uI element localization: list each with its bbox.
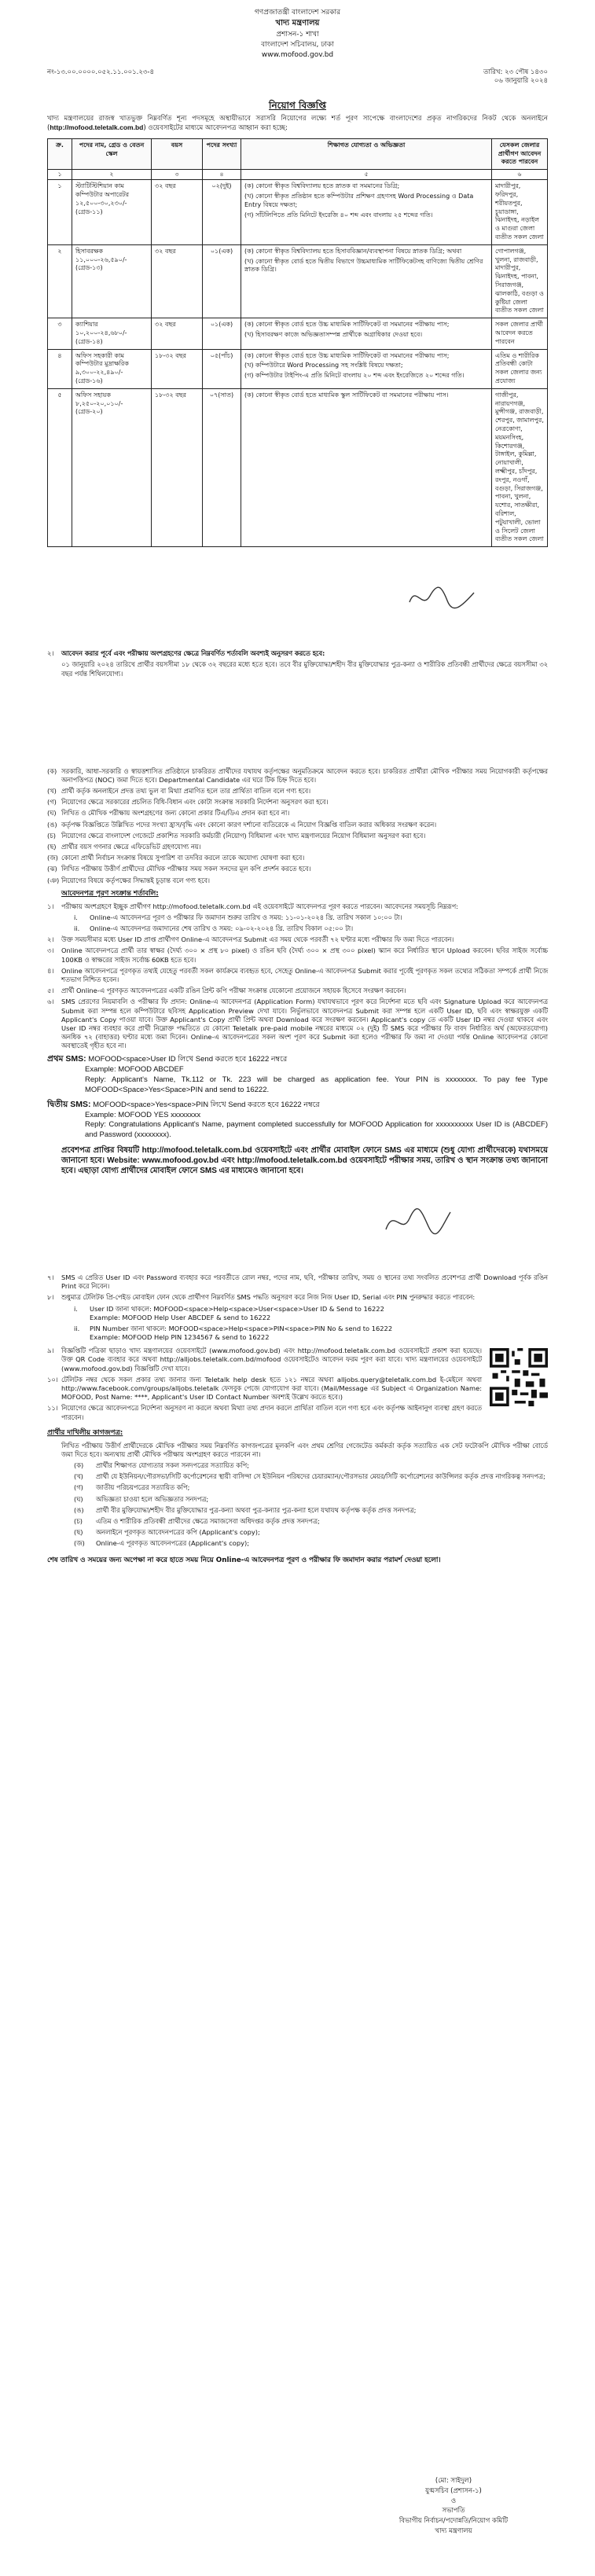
qualification-line: (ক) কোনো স্বীকৃত বোর্ড হতে মাধ্যমিক স্কুল সার্টিফিকেট বা সমমানের পরীক্ষায় পাস।: [244, 391, 449, 399]
list-item: [47, 946, 548, 964]
general-rules-list: [47, 767, 548, 885]
list-item-text: [61, 809, 548, 818]
list-item-number: ৬।: [47, 998, 54, 1006]
list-item-example: Example: MOFOOD Help User ABCDEF & send to 16222: [90, 1313, 271, 1321]
col-header-qualification: শিক্ষাগত যোগ্যতা ও অভিজ্ঞতা: [241, 138, 492, 169]
secretariat-name: বাংলাদেশ সচিবালয়, ঢাকা: [261, 40, 334, 49]
list-item-number: (ঞ): [47, 876, 60, 884]
list-item-body: লিখিত পরীক্ষায় উত্তীর্ণ প্রার্থীদের মৌখিক পরীক্ষার সময় সকল সনদের মূল কপি প্রদর্শন করতে হবে।: [61, 865, 311, 873]
posts-table-header: [48, 138, 548, 169]
list-item: [74, 1517, 548, 1526]
apply-rules-list: [47, 902, 548, 911]
qualification-line: (ক) কোনো স্বীকৃত বোর্ড হতে উচ্চ মাধ্যমিক সার্টিফিকেট বা সমমানের পরীক্ষায় পাস;: [244, 351, 450, 359]
col-number: ৬: [492, 170, 548, 180]
apply-heading: আবেদনপত্র পূরণ সংক্রান্ত শর্তাবলি:: [61, 889, 159, 898]
list-item: [74, 1472, 548, 1481]
first-sms-example: Example: MOFOOD ABCDEF: [85, 1065, 184, 1075]
age-note: [47, 660, 548, 678]
list-item-body: কর্তৃপক্ষ বিজ্ঞপ্তিতে উল্লিখিত পদের সংখ্যা হ্রাস/বৃদ্ধি এবং কোনো কারণ দর্শানো ব্যতিরেকে এ নিয়োগ বিজ্ঞপ্তি বাতিল করার অধিকার সংরক্ষণ করেন।: [61, 820, 437, 829]
list-item-number: ৫।: [47, 987, 54, 995]
list-item-number: (ঙ): [47, 820, 57, 829]
second-sms-example: Example: MOFOOD YES xxxxxxxx: [85, 1110, 201, 1119]
list-item: [47, 1404, 482, 1421]
list-item-number: ৭।: [47, 1273, 54, 1281]
col-number: ২: [72, 170, 152, 180]
signature-scribble-icon: [383, 1203, 454, 1238]
list-item-body: প্রার্থী যে ইউনিয়ন/পৌরসভা/সিটি কর্পোরেশনের স্থায়ী বাসিন্দা সে ইউনিয়ন পরিষদের চেয়ারম্যান/পৌরসভার মেয়র/সিটি কর্পোরেশনের কাউন্সিলর কর্তৃক প্রদত্ত নাগরিকত্ব সনদপত্র;: [96, 1472, 545, 1481]
qualification-line: (খ) কোনো স্বীকৃত বোর্ড হতে দ্বিতীয় বিভাগে উচ্চমাধ্যমিক সার্টিফিকেটসহ বাণিজ্যে দ্বিতীয় শ্রেণির স্নাতক ডিগ্রি।: [244, 257, 483, 274]
row-districts: মাদারীপুর, ফরিদপুর, শরীয়তপুর, চুয়াডাঙ্গা, ঝিনাইদহ, নড়াইল ও মাগুরা জেলা ব্যতীত সকল জেলা: [492, 180, 548, 245]
documents-heading: প্রার্থীর দাখিলীয় কাগজপত্র:: [47, 1428, 123, 1437]
list-item-number: ১।: [47, 902, 54, 910]
list-item-text: [61, 1293, 548, 1302]
row-post-count: ০১(এক): [203, 318, 241, 349]
list-item: [47, 1347, 482, 1373]
list-item-number: ১১।: [47, 1404, 58, 1413]
list-item-body: লিখিত ও মৌখিক পরীক্ষায় অংশগ্রহণের জন্য কোনো প্রকার টিএ/ডিএ প্রদান করা হবে না।: [61, 809, 290, 818]
apply-schedule-list: [74, 913, 548, 933]
qualification-line: (খ) কম্পিউটারে Word Processing সহ সংশ্লিষ্ট বিষয়ে দক্ষতা;: [244, 362, 403, 369]
row-post-name: অফিস সহকারী কাম কম্পিউটার মুদ্রাক্ষরিক: [75, 351, 129, 368]
list-item-number: (ঘ): [74, 1494, 83, 1503]
col-header-districts: যেসকল জেলার প্রার্থীগণ আবেদন করতে পারবেন: [492, 138, 548, 169]
apply-rules-list-2: [47, 935, 548, 1050]
table-row: [48, 244, 548, 318]
list-item-body: Online-এ আবেদনপত্র জমাদানের শেষ তারিখ ও সময়: ০৯-০২-২০২৪ খ্রি. তারিখ বিকাল ০৫:০০ টা।: [90, 924, 354, 933]
list-item-text: [61, 946, 548, 964]
list-item-text: [96, 1472, 548, 1481]
final-note: শেষ তারিখ ও সময়ের জন্য অপেক্ষা না করে হাতে সময় নিয়ে Online-এ আবেদনপত্র পূরণ ও পরীক্ষার ফি জমাদান করার পরামর্শ দেওয়া হলো।: [47, 1556, 441, 1564]
documents-intro: [47, 1442, 548, 1459]
list-item-text: [61, 935, 548, 944]
list-item: [74, 1506, 548, 1515]
table-row: [48, 388, 548, 546]
qualification-line: (খ) কোনো স্বীকৃত প্রতিষ্ঠান হতে কম্পিউটার প্রশিক্ষণ গ্রহণসহ Word Processing ও Data Entry বিষয়ে দক্ষতা;: [244, 193, 474, 208]
posts-table: [47, 138, 548, 547]
qualification-line: (গ) সাঁটলিপিতে প্রতি মিনিটে ইংরেজি ৪০ শব্দ এবং বাংলায় ২৫ শব্দের গতি।: [244, 211, 433, 219]
row-post-count: ০৫(পাঁচ): [203, 349, 241, 388]
list-item: [47, 798, 548, 807]
signatory-ministry: খাদ্য মন্ত্রণালয়: [435, 2526, 472, 2535]
list-item-number: i.: [74, 913, 78, 921]
documents-intro-text: লিখিত পরীক্ষায় উত্তীর্ণ প্রার্থীদেরকে মৌখিক পরীক্ষার সময় নিম্নবর্ণিত কাগজপত্রের মূলকপি এবং প্রথম শ্রেণির গেজেটেড কর্মকর্তা কর্তৃক সত্যায়িত এক সেট ফটোকপি মৌখিক পরীক্ষা বোর্ডে জমা দিতে হবে। অন্যথায় প্রার্থী মৌখিক পরীক্ষায় অংশগ্রহণ করতে পারবেন না।: [61, 1441, 548, 1458]
row-pay-scale: ৮,২৫০-২০,০১০/- (গ্রেড-২০): [75, 399, 123, 416]
intro-url[interactable]: http://mofood.teletalk.com.bd: [50, 123, 144, 132]
row-post-count: ০২(দুই): [203, 180, 241, 245]
intro-text-after: ) ওয়েবসাইটের মাধ্যমে আবেদনপত্র আহ্বান করা হচ্ছে:: [143, 124, 288, 133]
row-districts: সকল জেলার প্রার্থী আবেদন করতে পারবেন: [492, 318, 548, 349]
list-item-text: [61, 876, 548, 885]
list-item-text: [61, 902, 548, 911]
column-number-row: [48, 170, 548, 180]
list-item-body: জাতীয় পরিচয়পত্রের সত্যায়িত কপি;: [96, 1483, 190, 1492]
list-item: [47, 767, 548, 785]
intro-text-before: খাদ্য মন্ত্রণালয়ের রাজস্ব খাতভুক্ত নিম্নবর্ণিত শূন্য পদসমূহে অস্থায়ীভাবে সরাসরি নিয়োগের লক্ষ্যে শর্ত পূরণ সাপেক্ষে বাংলাদেশের প্রকৃত নাগরিকদের নিকট থেকে অনলাইনে (: [47, 114, 548, 133]
first-sms-command: MOFOOD<space>User ID লিখে Send করতে হবে 16222 নম্বরে: [88, 1055, 288, 1064]
row-qualification-cell: [241, 180, 492, 245]
list-item-text: [96, 1539, 548, 1548]
table-row: [48, 349, 548, 388]
list-item-text: [61, 1273, 548, 1291]
list-item: [47, 1376, 482, 1402]
list-item: [47, 1273, 548, 1291]
second-sms: [47, 1099, 548, 1111]
col-number: ৫: [241, 170, 492, 180]
list-item-body: প্রার্থী Online-এ পূরণকৃত আবেদনপত্রের একটি রঙিন প্রিন্ট কপি পরীক্ষা সংক্রান্ত যেকোনো প্রয়োজনে সহায়ক হিসেবে সংরক্ষণ করবেন।: [61, 987, 406, 995]
list-item: [47, 787, 548, 796]
list-item-text: [90, 924, 548, 933]
list-item-text: [61, 854, 548, 862]
date-label: তারিখ:: [483, 68, 503, 76]
list-item-body: Online আবেদনপত্রে পূরণকৃত তথ্যই যেহেতু পরবর্তী সকল কার্যক্রমে ব্যবহৃত হবে, সেহেতু Online-এ আবেদনপত্র Submit করার পূর্বেই পূরণকৃত সকল তথ্যের সঠিকতা সম্পর্কে প্রার্থী নিজে শতভাগ নিশ্চিত হবেন।: [61, 966, 548, 983]
col-number: ৩: [152, 170, 203, 180]
list-item: [47, 987, 548, 995]
list-item-text: [61, 798, 548, 807]
qualification-line: (খ) হিসাবরক্ষণ কাজে অভিজ্ঞতাসম্পন্ন প্রার্থীকে অগ্রাধিকার দেওয়া হবে।: [244, 331, 423, 339]
row-qualification-cell: [241, 388, 492, 546]
row-post-cell: [72, 349, 152, 388]
list-item: [47, 1293, 548, 1302]
col-header-count: পদের সংখ্যা: [203, 138, 241, 169]
list-item-text: [61, 987, 548, 995]
row-post-name: ক্যাশিয়ার: [75, 321, 98, 329]
section2-heading: [47, 649, 548, 658]
list-item-body: অনলাইনে পূরণকৃত আবেদনপত্রের কপি (Applicant's copy);: [96, 1528, 260, 1537]
list-item-number: (খ): [47, 787, 57, 796]
list-item-body: PIN Number জানা থাকলে: MOFOOD<space>Help<space>PIN<space>PIN No & send to 16222: [90, 1324, 393, 1332]
list-item: [74, 1305, 548, 1322]
list-item: [47, 876, 548, 885]
row-post-count: ০১(এক): [203, 244, 241, 318]
row-qualification-cell: [241, 318, 492, 349]
col-header-post: পদের নাম, গ্রেড ও বেতন স্কেল: [72, 138, 152, 169]
list-item-number: (গ): [47, 798, 57, 807]
list-item-text: [61, 832, 548, 840]
date-bn: ২৩ পৌষ ১৪৩০: [505, 68, 548, 76]
reference-row: [47, 68, 548, 86]
row-post-cell: [72, 180, 152, 245]
row-qualification-cell: [241, 349, 492, 388]
list-item-text: [61, 865, 548, 873]
list-item: [74, 1325, 548, 1342]
col-header-age: বয়স: [152, 138, 203, 169]
row-post-count: ০৭(সাত): [203, 388, 241, 546]
list-item-body: Online-এ আবেদনপত্র পূরণ ও পরীক্ষার ফি জমাদান শুরুর তারিখ ও সময়: ১১-০১-২০২৪ খ্রি. তারিখ সকাল ১০:০০ টা।: [90, 913, 402, 921]
list-item: [74, 1495, 548, 1504]
row-age: ৩২ বছর: [152, 318, 203, 349]
ministry-name: খাদ্য মন্ত্রণালয়: [275, 19, 320, 28]
closing-rules-list: [47, 1347, 548, 1422]
list-item-body: User ID জানা থাকলে: MOFOOD<space>Help<space>User<space>User ID & Send to 16222: [90, 1304, 384, 1313]
list-item-body: প্রার্থীর বয়স গণনার ক্ষেত্রে এফিডেভিট গ্রহণযোগ্য নয়।: [61, 843, 201, 851]
row-post-name: অফিস সহায়ক: [75, 391, 112, 399]
list-item-number: (ঘ): [47, 809, 57, 818]
list-item-body: SMS প্রেরণের নিয়মাবলি ও পরীক্ষার ফি প্রদান: Online-এ আবেদনপত্র (Application Form) যথাযথভাবে পূরণ করে নির্দেশনা মতে ছবি এবং Signature Upload করে আবেদনপত্র Submit করা সম্পন্ন হলে কম্পিউটারে ছবিসহ Application Preview দেখা যাবে। নির্ভুলভাবে আবেদনপত্র Submit করা সম্পন্ন হলে একটি User ID, ছবি এবং স্বাক্ষরযুক্ত একটি Applicant's Copy পাওয়া যাবে। উক্ত Applicant's Copy প্রার্থী প্রিন্ট অথবা Download করে সংরক্ষণ করবেন। Applicant's copy তে একটি User ID নম্বর দেওয়া থাকবে এবং User ID নম্বর ব্যবহার করে প্রার্থী নিম্নোক্ত পদ্ধতিতে যে কোনো Teletalk pre-paid mobile নম্বরের মাধ্যমে ০২ (দুই) টি SMS করে পরীক্ষার ফি বাবদ নির্ধারিত অর্থ (অফেরতযোগ্য) অনধিক ৭২ (বাহাত্তর) ঘণ্টার মধ্যে জমা দিবেন। Online-এ আবেদনপত্রের সকল অংশ পূরণ করে Submit করা হলেও পরীক্ষার ফি জমা না দেওয়া পর্যন্ত Online আবেদনপত্র কোনো অবস্থাতেই গৃহীত হবে না।: [61, 998, 548, 1050]
list-item-text: [96, 1517, 548, 1526]
qualification-line: (গ) কম্পিউটার টাইপিং-এ প্রতি মিনিটে বাংলায় ২০ শব্দ এবং ইংরেজিতে ২০ শব্দের গতি।: [244, 372, 465, 380]
list-item: [47, 935, 548, 944]
list-item: [74, 924, 548, 933]
list-item-number: ২।: [47, 935, 54, 944]
notice-title: নিয়োগ বিজ্ঞপ্তি: [269, 99, 326, 111]
list-item-body: বিজ্ঞপ্তিটি পত্রিকা ছাড়াও খাদ্য মন্ত্রণালয়ের ওয়েবসাইটে (www.mofood.gov.bd) এবং http://mofood.teletalk.com.bd ওয়েবসাইটে প্রকাশ করা হয়েছে। উক্ত QR Code ব্যবহার করে অথবা http://alljobs.teletalk.com.bd/mofood ওয়েবসাইটেও আবেদন ফরম পূরণ করা যাবে। খাদ্য মন্ত্রণালয়ের ওয়েবসাইটে (www.mofood.gov.bd) বিজ্ঞপ্তিটি দেখা যাবে।: [61, 1347, 482, 1373]
list-item-body: নিয়োগের ক্ষেত্রে সরকারের প্রচলিত বিধি-বিধান এবং কোটা সংক্রান্ত সরকারি নির্দেশনা অনুসরণ করা হবে।: [61, 798, 329, 807]
list-item-number: ii.: [74, 924, 80, 933]
row-qualification-cell: [241, 244, 492, 318]
list-item: [47, 832, 548, 840]
col-number: ১: [48, 170, 72, 180]
list-item-number: (ক): [74, 1461, 84, 1470]
table-row: [48, 180, 548, 245]
list-item-number: (জ): [74, 1539, 85, 1548]
list-item-text: [61, 821, 548, 829]
row-pay-scale: ১২,৫০০-৩০,২৩০/- (গ্রেড-১১): [75, 199, 127, 215]
spacer: [47, 681, 548, 767]
list-item-body: শুধুমাত্র টেলিটক প্রি-পেইড মোবাইল ফোন থেকে প্রার্থীগণ নিম্নবর্ণিত SMS পদ্ধতি অনুসরণ করে নিজ নিজ User ID, Serial এবং PIN পুনরুদ্ধার করতে পারবেন:: [61, 1293, 476, 1302]
list-item-number: (গ): [74, 1483, 83, 1492]
row-age: ৩২ বছর: [152, 244, 203, 318]
col-header-sl: ক্র.: [48, 138, 72, 169]
row-serial: ২: [48, 244, 72, 318]
list-item: [74, 1539, 548, 1548]
list-item-example: Example: MOFOOD Help PIN 1234567 & send to 16222: [90, 1333, 270, 1342]
list-item-number: (ক): [47, 766, 57, 775]
signatory-designation: যুগ্মসচিব (প্রশাসন-১): [425, 2486, 482, 2495]
list-item-number: ৯।: [47, 1347, 54, 1355]
list-item: [74, 1528, 548, 1537]
date-en: ০৬ জানুয়ারি ২০২৪: [494, 77, 548, 86]
list-item-text: [61, 998, 548, 1050]
posts-table-body: [48, 180, 548, 547]
list-item-body: কোনো প্রার্থী নির্বাচন সংক্রান্ত বিষয়ে সুপারিশ বা তদবির করলে তাকে অযোগ্য ঘোষণা করা হবে।: [61, 854, 305, 862]
admit-card-note: প্রবেশপত্র প্রাপ্তির বিষয়টি http://mofood.teletalk.com.bd ওয়েবসাইটে এবং প্রার্থীর মোবাইল ফোনে SMS এর মাধ্যমে (শুধু যোগ্য প্রার্থীদেরকে) যথাসময়ে জানানো হবে। Website: www.mofood.gov.bd এবং http://mofood.teletalk.com.bd ওয়েবসাইটে পরীক্ষার সময়, তারিখ ও স্থান সংক্রান্ত তথ্য জানানো হবে। এছাড়া যোগ্য প্রার্থীদের মোবাইল ফোনে SMS এর মাধ্যমেও জানানো হবে।: [61, 1145, 548, 1175]
row-age: ১৮-৩২ বছর: [152, 349, 203, 388]
list-item-text: [61, 967, 548, 984]
qualification-line: (ক) কোনো স্বীকৃত বিশ্ববিদ্যালয় হতে হিসাববিজ্ঞান/ব্যবস্থাপনা বিষয়ে স্নাতক ডিগ্রি; অথবা: [244, 247, 462, 255]
list-item-text: [96, 1461, 548, 1470]
list-item-text: [61, 787, 548, 796]
list-item-body: নিয়োগের ক্ষেত্রে বাংলাদেশ গেজেটে প্রকাশিত সরকারি কর্মচারী (নিয়োগ) বিধিমালা এবং খাদ্য মন্ত্রণালয়ের নিয়োগ বিধিমালা অনুসরণ করা হবে।: [61, 831, 426, 840]
list-item: [47, 967, 548, 984]
signature-scribble-icon: [406, 579, 477, 614]
list-item: [47, 843, 548, 851]
list-item-number: (ছ): [47, 843, 57, 851]
second-sms-label: দ্বিতীয় SMS:: [47, 1099, 91, 1109]
conditions-section: [47, 649, 548, 1565]
col-number: ৪: [203, 170, 241, 180]
qualification-line: (ক) কোনো স্বীকৃত বিশ্ববিদ্যালয় হতে স্নাতক বা সমমানের ডিগ্রি;: [244, 182, 400, 190]
row-pay-scale: ১১,০০০-২৬,৫৯০/- (গ্রেড-১৩): [75, 255, 127, 272]
list-item-text: [90, 1305, 548, 1322]
list-item-number: (ঝ): [47, 865, 57, 873]
list-item-body: প্রার্থী বীর মুক্তিযোদ্ধা/শহীদ বীর মুক্তিযোদ্ধার পুত্র-কন্যা অথবা পুত্র-কন্যার পুত্র-কন্যা হলে যথাযথ কর্তৃপক্ষ কর্তৃক প্রদত্ত সনদপত্র;: [96, 1505, 417, 1514]
letterhead: [47, 0, 548, 61]
signatory-role: সভাপতি: [442, 2507, 465, 2515]
signature-area-1: [47, 547, 548, 649]
list-item-body: অভিজ্ঞতা চাওয়া হলে অভিজ্ঞতার সনদপত্র;: [96, 1494, 209, 1503]
list-item-text: [61, 1376, 482, 1402]
list-item-number: (ঙ): [74, 1505, 84, 1514]
list-item-text: [96, 1506, 548, 1515]
list-item-number: (খ): [74, 1472, 83, 1481]
list-item-number: ১০।: [47, 1375, 58, 1384]
row-serial: ১: [48, 180, 72, 245]
sms-recover-rules: [47, 1273, 548, 1303]
row-pay-scale: ১০,২০০-২৪,৬৮০/- (গ্রেড-১৪): [75, 329, 127, 345]
age-note-text: ০১ জানুয়ারি ২০২৪ তারিখে প্রার্থীর বয়সসীমা ১৮ থেকে ৩২ বছরের মধ্যে হতে হবে। তবে বীর মুক্তিযোদ্ধা/শহীদ বীর মুক্তিযোদ্ধার পুত্র-কন্যা ও শারীরিক প্রতিবন্ধী প্রার্থীদের ক্ষেত্রে বয়সসীমা ৩২ বছর পর্যন্ত শিথিলযোগ্য।: [61, 660, 548, 678]
row-pay-scale: ৯,৩০০-২২,৪৯০/- (গ্রেড-১৬): [75, 369, 123, 384]
list-item-number: (ছ): [74, 1528, 83, 1537]
list-item-text: [61, 767, 548, 785]
list-item: [74, 1483, 548, 1492]
signatory-and: ও: [450, 2497, 457, 2505]
list-item-text: [90, 913, 548, 922]
list-item: [47, 902, 548, 911]
row-districts: গাজীপুর, নারায়ণগঞ্জ, মুন্সীগঞ্জ, রাজবাড়ী, শেরপুর, জামালপুর, নেত্রকোণা, ময়মনসিংহ, কিশোরগঞ্জ, টাঙ্গাইল, কুমিল্লা, নোয়াখালী, লক্ষ্মীপুর, চাঁদপুর, রংপুর, নওগাঁ, বগুড়া, সিরাজগঞ্জ, পাবনা, খুলনা, যশোর, সাতক্ষীরা, বরিশাল, পটুয়াখালী, ভোলা ও সিলেট জেলা ব্যতীত সকল জেলা: [492, 388, 548, 546]
list-item-number: (চ): [74, 1516, 83, 1525]
list-item-number: (চ): [47, 831, 56, 840]
row-age: ৩২ বছর: [152, 180, 203, 245]
list-item-body: পরীক্ষায় অংশগ্রহণে ইচ্ছুক প্রার্থীগণ http://mofood.teletalk.com.bd এই ওয়েবসাইটে আবেদনপত্র পূরণ করতে পারবেন। আবেদনের সময়সূচি নিম্নরূপ:: [61, 902, 458, 910]
row-serial: ৪: [48, 349, 72, 388]
documents-list: [74, 1461, 548, 1549]
list-item-body: টেলিটক নম্বর থেকে সকল প্রকার তথ্য জানার জন্য Teletalk help desk হতে ১২১ নম্বরে অথবা alljobs.query@teletalk.com.bd ই-মেইলে অথবা http://www.facebook.com/groups/alljobs.teletalk ফেসবুক পেজে যোগাযোগ করা যাবে। (Mail/Message এর Subject এ Organization Name: MOFOOD, Post Name: ****, Applicant's User ID Contact Number অবশ্যই উল্লেখ করতে হবে।): [61, 1375, 482, 1402]
first-sms-reply: Reply: Applicant's Name, Tk.112 or Tk. 223 will be charged as application fee. Your PIN is xxxxxxxx. To pay fee Type MOFOOD<Space>Yes<Space>PIN and send to 16222.: [85, 1075, 548, 1094]
second-sms-command: MOFOOD<space>Yes<space>PIN লিখে Send করতে হবে 16222 নম্বরে: [93, 1100, 320, 1109]
list-item-body: প্রার্থী কর্তৃক অনলাইনে প্রদত্ত তথ্য ভুল বা মিথ্যা প্রমাণিত হলে তার প্রার্থিতা বাতিল বলে গণ্য হবে।: [61, 787, 311, 796]
list-item-body: নিয়োগের ক্ষেত্রে আবেদনপত্রে নির্দেশনা অনুসরণ না করলে অথবা মিথ্যা তথ্য প্রদান করলে প্রার্থিতা বাতিল বলে গণ্য হবে এবং কর্তৃপক্ষ আইনানুগ ব্যবস্থা গ্রহণ করতে পারবেন।: [61, 1404, 482, 1421]
qr-code-icon[interactable]: [490, 1348, 548, 1406]
list-item: [47, 865, 548, 873]
row-serial: ৫: [48, 388, 72, 546]
date-block: [483, 68, 548, 86]
republic-name: গণপ্রজাতন্ত্রী বাংলাদেশ সরকার: [254, 9, 341, 17]
list-item-body: Online-এ পূরণকৃত আবেদনপত্রের (Applicant's copy);: [96, 1539, 250, 1548]
list-item: [47, 854, 548, 862]
list-item-number: ৮।: [47, 1293, 54, 1302]
row-post-cell: [72, 244, 152, 318]
list-item-body: Online আবেদনপত্রে প্রার্থী তার স্বাক্ষর (দৈর্ঘ্য ৩০০ × প্রস্থ ৮০ pixel) ও রঙিন ছবি (দৈর্ঘ্য ৩০০ × প্রস্থ ৩০০ pixel) স্ক্যান করে নির্ধারিত স্থানে Upload করবেন। ছবির সাইজ সর্বোচ্চ 100KB ও স্বাক্ষরের সাইজ সর্বোচ্চ 60KB হতে হবে।: [61, 946, 548, 964]
list-item-text: [61, 843, 548, 851]
list-item-text: [96, 1528, 548, 1537]
list-item-text: [96, 1495, 548, 1504]
row-age: ১৮-৩২ বছর: [152, 388, 203, 546]
qualification-line: (ক) কোনো স্বীকৃত বোর্ড হতে উচ্চ মাধ্যমিক সার্টিফিকেট বা সমমানের পরীক্ষায় পাস;: [244, 321, 450, 329]
ministry-website[interactable]: www.mofood.gov.bd: [261, 50, 334, 59]
list-item-number: ৩।: [47, 946, 54, 955]
list-item-number: i.: [74, 1304, 78, 1313]
list-item-body: নিয়োগের বিষয়ে কর্তৃপক্ষের সিদ্ধান্তই চূড়ান্ত বলে গণ্য হবে।: [61, 876, 210, 884]
list-item-text: [96, 1483, 548, 1492]
signatory-block: [367, 2476, 540, 2537]
closing-rules-wrap: [47, 1347, 548, 1424]
section-number: ২।: [47, 649, 54, 658]
recover-sub-list: [74, 1305, 548, 1343]
intro-paragraph: [47, 115, 548, 134]
signatory-name: (মো: সাইদুল): [435, 2477, 472, 2485]
list-item-body: সরকারি, আধা-সরকারি ও স্বায়ত্তশাসিত প্রতিষ্ঠানে চাকরিরত প্রার্থীদের যথাযথ কর্তৃপক্ষের অনুমতিক্রমে আবেদন করতে হবে। চাকরিরত প্রার্থীরা মৌখিক পরীক্ষার সময় নিয়োগকারী কর্তৃপক্ষের অনাপত্তিপত্র (NOC) জমা দিতে হবে। Departmental Candidate এর ঘরে টিক চিহ্ন দিতে হবে।: [61, 766, 548, 784]
row-post-name: হিসাবরক্ষক: [75, 247, 104, 255]
row-post-name: স্ট্যাটিস্টিশিয়ান কাম কম্পিউটার অপারেটর: [75, 182, 130, 199]
first-sms-label: প্রথম SMS:: [47, 1054, 86, 1064]
row-districts: গোপালগঞ্জ, খুলনা, রাজবাড়ী, মাদারীপুর, ঝিনাইদহ, পাবনা, সিরাজগঞ্জ, ঝালকাঠি, বগুড়া ও কুষ্টিয়া জেলা ব্যতীত সকল জেলা: [492, 244, 548, 318]
list-item-number: ii.: [74, 1324, 80, 1332]
list-item-text: [61, 1404, 482, 1421]
list-item-body: উক্ত সময়সীমার মধ্যে User ID প্রাপ্ত প্রার্থীগণ Online-এ আবেদনপত্র Submit এর সময় থেকে পরবর্তী ৭২ ঘণ্টার মধ্যে পরীক্ষার ফি জমা দিতে পারবেন।: [61, 935, 454, 944]
list-item-text: [61, 1347, 482, 1373]
signature-area-2: [47, 1179, 548, 1273]
first-sms: [47, 1053, 548, 1065]
section-heading-text: আবেদন করার পূর্বে এবং পরীক্ষায় অংশগ্রহণের ক্ষেত্রে নিম্নবর্ণিত শর্তাবলি অবশ্যই অনুসরণ করতে হবে:: [61, 649, 325, 658]
list-item: [74, 1461, 548, 1470]
list-item: [47, 821, 548, 829]
list-item-body: SMS এ প্রেরিত User ID এবং Password ব্যবহার করে পরবর্তীতে রোল নম্বর, পদের নাম, ছবি, পরীক্ষার তারিখ, সময় ও স্থানের তথ্য সংবলিত প্রবেশপত্র প্রার্থী Download পূর্বক রঙিন Print করে নিবেন।: [61, 1273, 548, 1291]
list-item: [47, 809, 548, 818]
sms-instructions: [47, 1053, 548, 1141]
list-item-number: (জ): [47, 854, 58, 862]
list-item: [74, 913, 548, 922]
branch-name: প্রশাসন-১ শাখা: [276, 30, 319, 39]
table-row: [48, 318, 548, 349]
list-item-number: ৪।: [47, 966, 54, 975]
row-post-cell: [72, 318, 152, 349]
row-serial: ৩: [48, 318, 72, 349]
list-item-body: প্রার্থীর শিক্ষাগত যোগ্যতার সকল সনদপত্রের সত্যায়িত কপি;: [96, 1461, 249, 1470]
row-districts: এতিম ও শারীরিক প্রতিবন্ধী কোটা সকল জেলার জন্য প্রযোজ্য: [492, 349, 548, 388]
signatory-committee: বিভাগীয় নির্বাচন/পদোন্নতি/নিয়োগ কমিটি: [399, 2517, 509, 2525]
row-post-cell: [72, 388, 152, 546]
list-item-text: [90, 1325, 548, 1342]
memo-number: নং-১৩.০০.০০০০.০৫২.১১.০০১.২৩-৪: [47, 68, 155, 76]
list-item-body: এতিম ও শারীরিক প্রতিবন্ধী প্রার্থীদের ক্ষেত্রে সমাজসেবা অধিদপ্তর কর্তৃক প্রদত্ত সনদপত্র;: [96, 1516, 320, 1525]
list-item: [47, 998, 548, 1050]
second-sms-reply: Reply: Congratulations Applicant's Name, payment completed successfully for MOFOOD Application for xxxxxxxxxx User ID is (ABCDEF) and Password (xxxxxxxx).: [85, 1120, 548, 1140]
